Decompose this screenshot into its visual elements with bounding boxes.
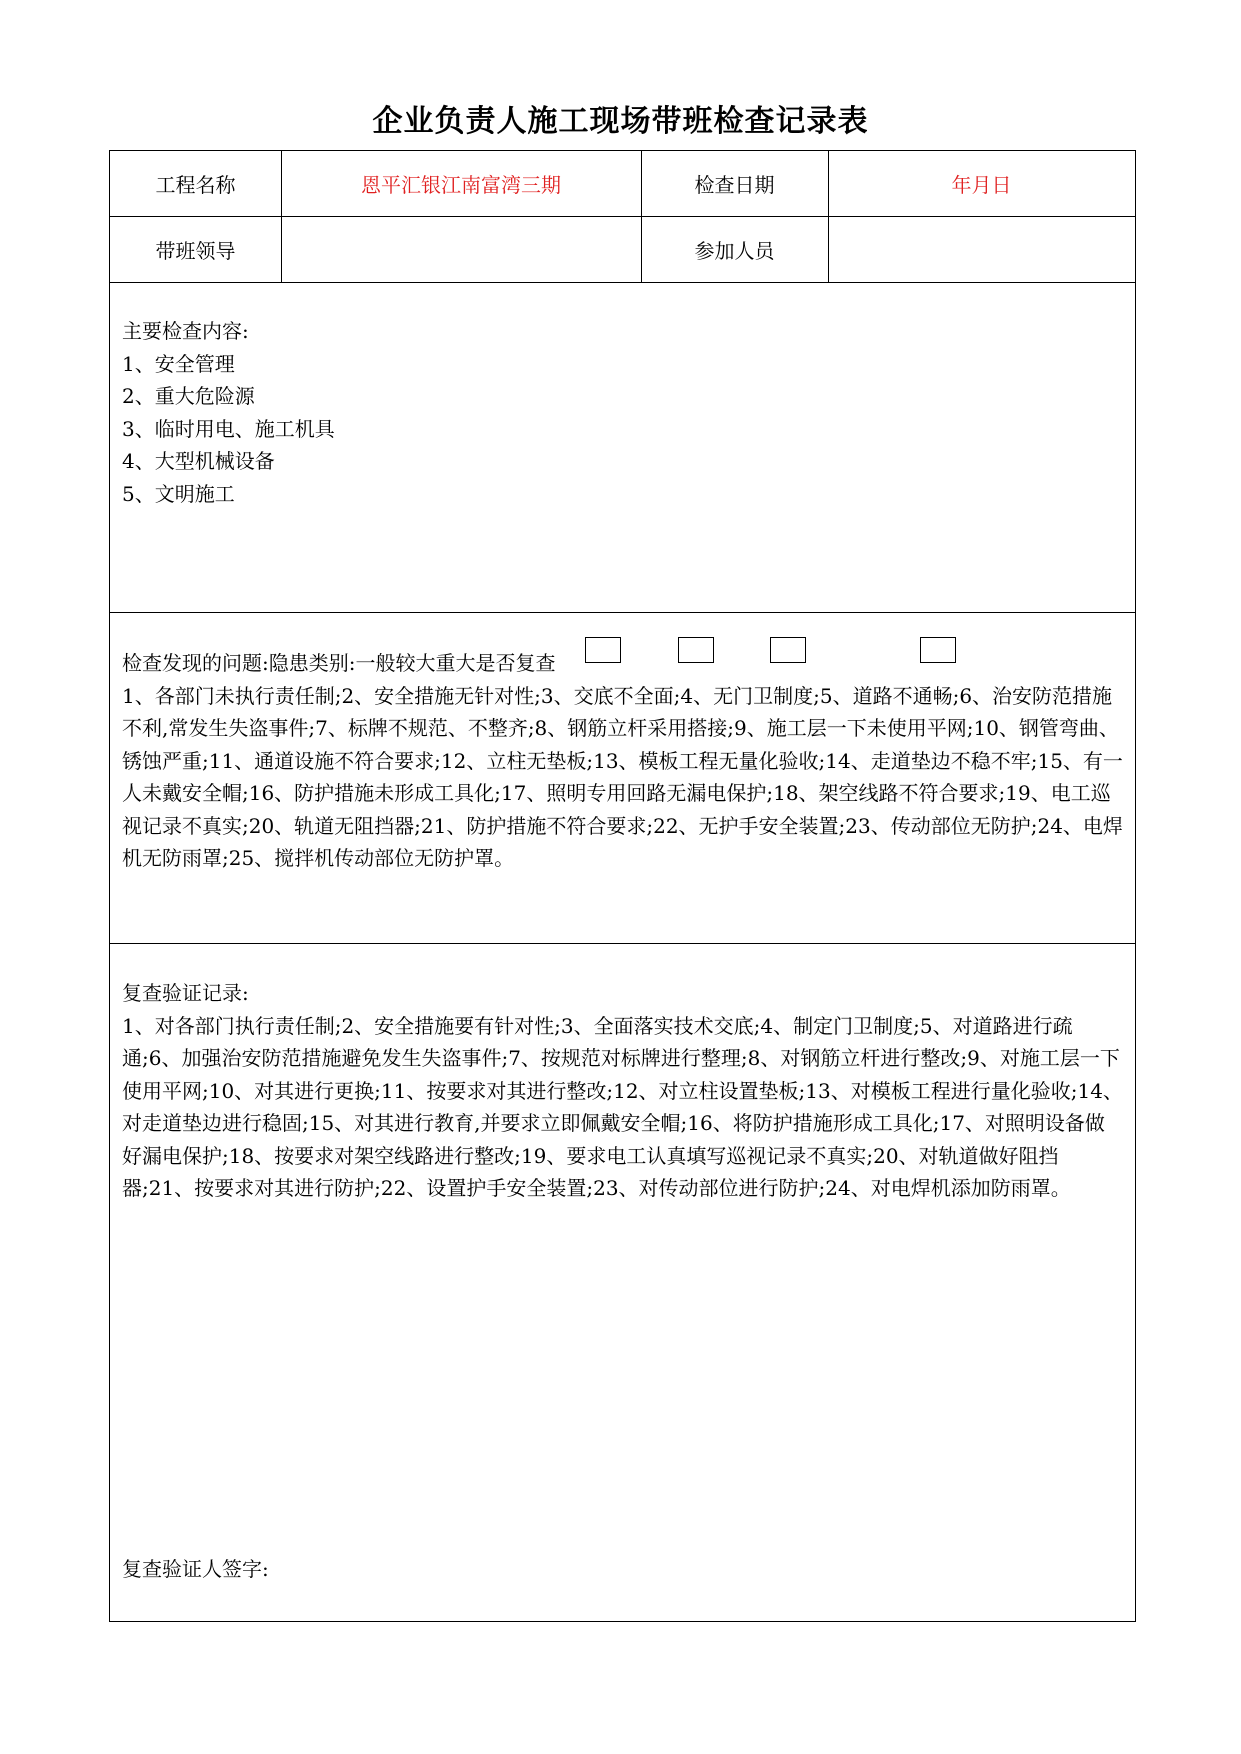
inspection-form-table [109, 150, 1136, 1622]
hazard-major-checkbox[interactable] [678, 637, 714, 663]
review-text: 1、对各部门执行责任制;2、安全措施要有针对性;3、全面落实技术交底;4、制定门卫制度;5、对道路进行疏通;6、加强治安防范措施避免发生失盗事件;7、按规范对标牌进行整理;8、对钢筋立杆进行整改;9、对施工层一下使用平网;10、对其进行更换;11、按要求对其进行整改;12、对立柱设置垫板;13、对模板工程进行量化验收;14、对走道垫边进行稳固;15、对其进行教育,并要求立即佩戴安全帽;16、将防护措施形成工具化;17、对照明设备做好漏电保护;18、按要求对架空线路进行整改;19、要求电工认真填写巡视记录不真实;20、对轨道做好阻挡器;21、按要求对其进行防护;22、设置护手安全装置;23、对传动部位进行防护;24、对电焊机添加防雨罩。 [122, 1013, 1123, 1200]
leader-value[interactable] [281, 216, 641, 282]
check-date-label: 检查日期 [694, 173, 775, 197]
row-divider [110, 612, 1135, 613]
issues-section [122, 647, 1123, 875]
recheck-checkbox[interactable] [920, 637, 956, 663]
inspection-content-section [122, 315, 1123, 510]
review-heading: 复查验证记录: [122, 981, 249, 1005]
hazard-serious-checkbox[interactable] [770, 637, 806, 663]
participants-label: 参加人员 [694, 238, 775, 263]
leader-label: 带班领导 [155, 238, 236, 263]
issues-heading: 检查发现的问题:隐患类别:一般较大重大是否复查 [122, 651, 556, 675]
review-section [122, 977, 1123, 1205]
row-divider [110, 943, 1135, 944]
project-name-label: 工程名称 [155, 173, 236, 197]
inspection-content-heading: 主要检查内容: [122, 319, 249, 343]
check-date-value[interactable]: 年月日 [951, 173, 1012, 197]
inspection-item: 1、安全管理 [122, 351, 235, 376]
inspection-item: 5、文明施工 [122, 481, 235, 506]
hazard-general-checkbox[interactable] [585, 637, 621, 663]
inspection-item: 4、大型机械设备 [122, 449, 275, 473]
project-name-value[interactable]: 恩平汇银江南富湾三期 [361, 173, 561, 197]
row-divider [110, 282, 1135, 283]
issues-text: 1、各部门未执行责任制;2、安全措施无针对性;3、交底不全面;4、无门卫制度;5、道路不通畅;6、治安防范措施不利,常发生失盗事件;7、标牌不规范、不整齐;8、钢筋立杆采用搭接;9、施工层一下未使用平网;10、钢管弯曲、锈蚀严重;11、通道设施不符合要求;12、立柱无垫板;13、模板工程无量化验收;14、走道垫边不稳不牢;15、有一人未戴安全帽;16、防护措施未形成工具化;17、照明专用回路无漏电保护;18、架空线路不符合要求;19、电工巡视记录不真实;20、轨道无阻挡器;21、防护措施不符合要求;22、无护手安全装置;23、传动部位无防护;24、电焊机无防雨罩;25、搅拌机传动部位无防护罩。 [122, 683, 1123, 870]
reviewer-signature-label: 复查验证人签字: [122, 1557, 269, 1581]
inspection-item: 3、临时用电、施工机具 [122, 416, 335, 441]
form-title: 企业负责人施工现场带班检查记录表 [372, 104, 869, 139]
inspection-item: 2、重大危险源 [122, 384, 255, 408]
participants-value[interactable] [828, 216, 1135, 282]
